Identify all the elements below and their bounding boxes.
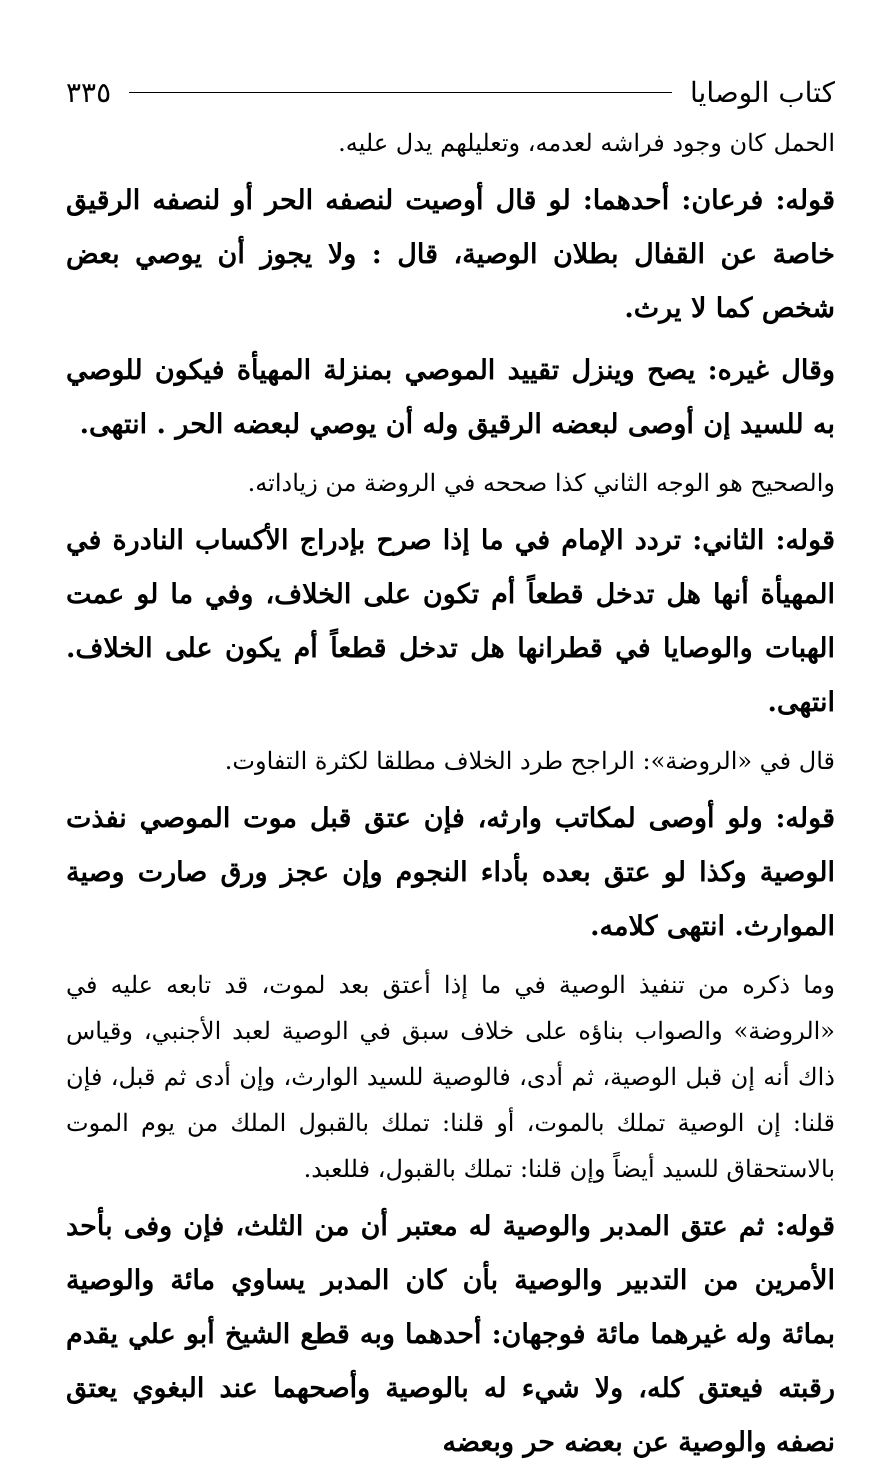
- quoted-passage-other-view: وقال غيره: يصح وينزل تقييد الموصي بمنزلة المهيأة فيكون للوصي به للسيد إن أوصى لبعضه الرقيق وله أن يوصي لبعضه الحر . انتهى.: [66, 355, 835, 440]
- commentary-rawda: قال في «الروضة»: الراجح طرد الخلاف مطلقا لكثرة التفاوت.: [224, 747, 835, 775]
- quoted-passage-mudabbar: قوله: ثم عتق المدبر والوصية له معتبر أن من الثلث، فإن وفى بأحد الأمرين من التدبير والوصية بأن كان المدبر يساوي مائة والوصية بمائة وله غيرهما مائة فوجهان: أحدهما وبه قطع الشيخ أبو علي يقدم رقبته فيعتق كله، ولا شيء له بالوصية وأصحهما عند البغوي يعتق نصفه والوصية عن بعضه حر وبعضه: [66, 1211, 835, 1458]
- commentary-execution: وما ذكره من تنفيذ الوصية في ما إذا أعتق بعد لموت، قد تابعه عليه في «الروضة» والصواب بناؤه على خلاف سبق في الوصية لعبد الأجنبي، وقياس ذاك أنه إن قبل الوصية، ثم أدى، فالوصية للسيد الوارث، وإن أدى ثم قبل، فإن قلنا: إن الوصية تملك بالموت، أو قلنا: تملك بالقبول الملك من يوم الموت بالاستحقاق للسيد أيضاً وإن قلنا: تملك بالقبول، فللعبد.: [66, 971, 835, 1183]
- commentary-correct-view: والصحيح هو الوجه الثاني كذا صححه في الروضة من زياداته.: [247, 469, 835, 497]
- quoted-passage-mukatab: قوله: ولو أوصى لمكاتب وارثه، فإن عتق قبل موت الموصي نفذت الوصية وكذا لو عتق بعده بأداء النجوم وإن عجز ورق صارت وصية الموارث. انتهى كلامه.: [66, 803, 835, 942]
- paragraph-continuation: الحمل كان وجود فراشه لعدمه، وتعليلهم يدل عليه.: [338, 129, 835, 157]
- running-header: [66, 64, 835, 120]
- page-body: [66, 120, 835, 1470]
- header-rule: [129, 92, 672, 93]
- chapter-title: كتاب الوصايا: [690, 75, 835, 109]
- quoted-passage-second: قوله: الثاني: تردد الإمام في ما إذا صرح بإدراج الأكساب النادرة في المهيأة أنها هل تدخل قطعاً أم تكون على الخلاف، وفي ما لو عمت الهبات والوصايا في قطرانها هل تدخل قطعاً أم يكون على الخلاف. انتهى.: [66, 525, 835, 718]
- quoted-passage-two-branches: قوله: فرعان: أحدهما: لو قال أوصيت لنصفه الحر أو لنصفه الرقيق خاصة عن القفال بطلان الوصية، قال : ولا يجوز أن يوصي بعض شخص كما لا يرث.: [66, 185, 835, 324]
- page-number: ٣٣٥: [66, 75, 112, 109]
